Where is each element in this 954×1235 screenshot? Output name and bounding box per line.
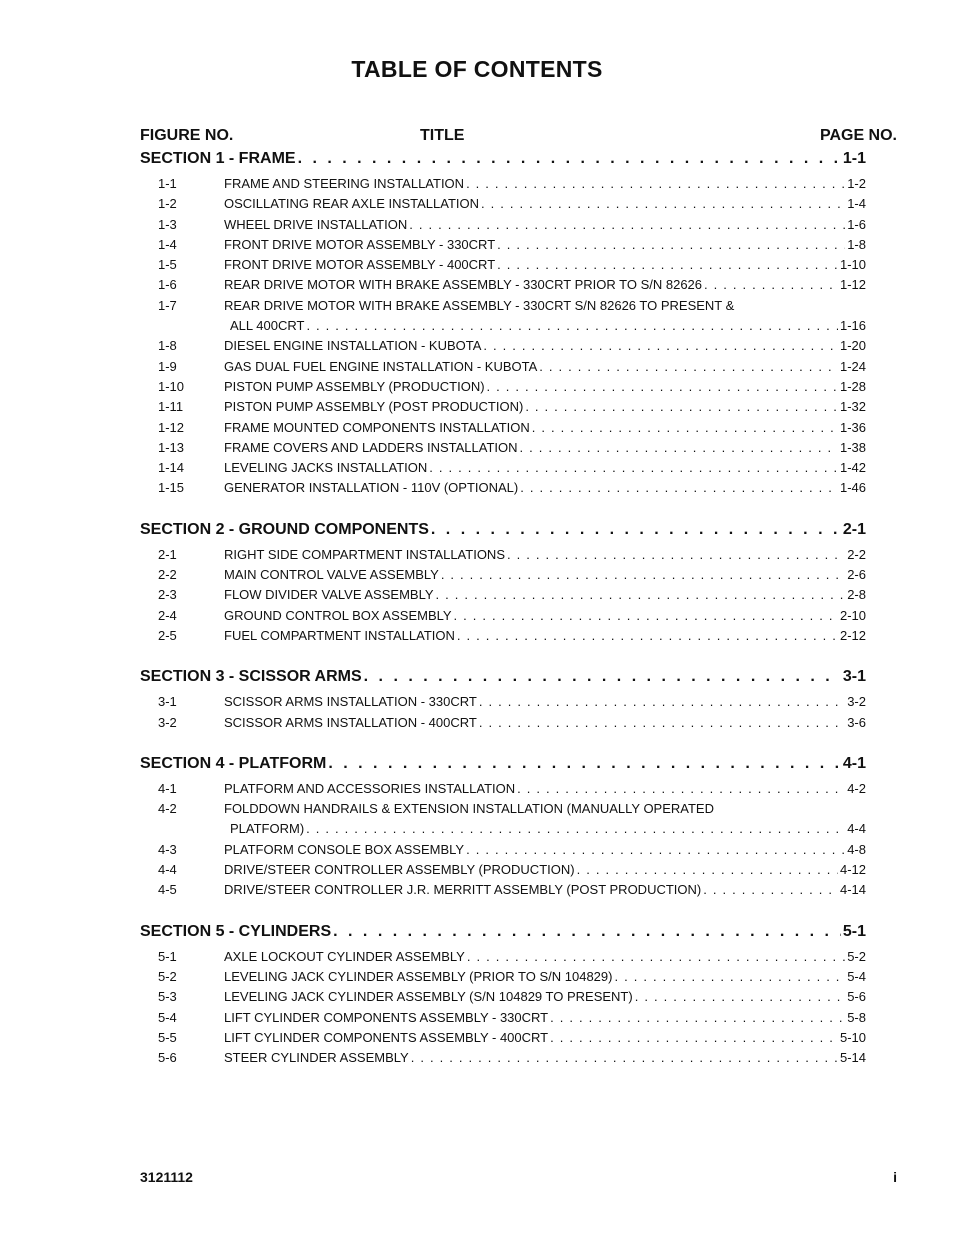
dot-leader (457, 626, 838, 646)
entry-title: LEVELING JACKS INSTALLATION (224, 460, 428, 476)
entry-title: GROUND CONTROL BOX ASSEMBLY (224, 607, 452, 623)
figure-number: 5-2 (158, 968, 177, 984)
dot-leader (454, 606, 838, 626)
entry-page: 2-10 (839, 607, 866, 623)
section-title: SECTION 2 - GROUND COMPONENTS (140, 520, 429, 538)
toc-entry[interactable] (140, 255, 866, 275)
dot-leader (429, 458, 838, 478)
entry-title: LEVELING JACK CYLINDER ASSEMBLY (PRIOR TO S/N 104829) (224, 968, 613, 984)
section-title: SECTION 4 - PLATFORM (140, 754, 327, 772)
toc-entry[interactable] (140, 987, 866, 1007)
section-title: SECTION 5 - CYLINDERS (140, 922, 332, 940)
entry-title: SCISSOR ARMS INSTALLATION - 400CRT (224, 714, 477, 730)
entry-title: STEER CYLINDER ASSEMBLY (224, 1050, 409, 1066)
toc-entry[interactable] (140, 626, 866, 646)
entry-page: 1-38 (839, 439, 866, 455)
entry-page: 1-4 (847, 196, 866, 212)
dot-leader (466, 840, 845, 860)
figure-number: 1-6 (158, 277, 177, 293)
section-page: 4-1 (842, 754, 866, 772)
toc-entry[interactable] (140, 458, 866, 478)
toc-entry[interactable] (140, 606, 866, 626)
entry-title: PLATFORM CONSOLE BOX ASSEMBLY (224, 841, 465, 857)
entry-title: GENERATOR INSTALLATION - 110V (OPTIONAL) (224, 480, 519, 496)
dot-leader (306, 819, 845, 839)
figure-number: 4-1 (158, 780, 177, 796)
entry-page: 5-2 (847, 948, 866, 964)
toc-entry[interactable] (140, 397, 866, 417)
entry-title: FRAME MOUNTED COMPONENTS INSTALLATION (224, 419, 530, 435)
section-title: SECTION 3 - SCISSOR ARMS (140, 668, 362, 686)
entry-title-continued: PLATFORM) (230, 821, 305, 837)
entry-title: AXLE LOCKOUT CYLINDER ASSEMBLY (224, 948, 465, 964)
dot-leader (328, 751, 841, 777)
dot-leader (497, 235, 845, 255)
toc-entry[interactable] (140, 296, 866, 337)
title-header: TITLE (420, 127, 465, 144)
dot-leader (520, 438, 838, 458)
toc-entry[interactable] (140, 1048, 866, 1068)
toc-section (140, 517, 866, 646)
entry-page: 1-36 (839, 419, 866, 435)
entry-page: 1-32 (839, 399, 866, 415)
toc-entry[interactable] (140, 779, 866, 799)
figure-number: 1-3 (158, 216, 177, 232)
entry-page: 1-10 (839, 257, 866, 273)
dot-leader (431, 517, 841, 543)
section-heading[interactable] (140, 146, 866, 172)
entry-title: WHEEL DRIVE INSTALLATION (224, 216, 408, 232)
toc-entry[interactable] (140, 967, 866, 987)
entry-page: 5-8 (847, 1009, 866, 1025)
figure-number: 4-2 (158, 801, 177, 817)
toc-entry[interactable] (140, 860, 866, 880)
figure-number: 2-4 (158, 607, 177, 623)
section-heading[interactable] (140, 751, 866, 777)
dot-leader (298, 146, 841, 172)
toc-entry[interactable] (140, 478, 866, 498)
entry-page: 5-10 (839, 1029, 866, 1045)
entry-title: DRIVE/STEER CONTROLLER J.R. MERRITT ASSEMBLY (POST PRODUCTION) (224, 882, 702, 898)
dot-leader (306, 316, 838, 336)
toc-entry[interactable] (140, 840, 866, 860)
section-page: 3-1 (842, 668, 866, 686)
dot-leader (520, 478, 838, 498)
entry-page: 3-6 (847, 714, 866, 730)
entry-title: OSCILLATING REAR AXLE INSTALLATION (224, 196, 480, 212)
toc-entry[interactable] (140, 174, 866, 194)
entry-page: 1-2 (847, 176, 866, 191)
entry-title: FRONT DRIVE MOTOR ASSEMBLY - 400CRT (224, 257, 496, 273)
entry-page: 1-20 (839, 338, 866, 354)
section-page: 1-1 (842, 150, 866, 167)
figure-number: 1-7 (158, 297, 177, 313)
dot-leader (487, 377, 838, 397)
dot-leader (539, 357, 838, 377)
entry-page: 1-12 (839, 277, 866, 293)
dot-leader (550, 1028, 838, 1048)
toc-entry[interactable] (140, 585, 866, 605)
section-entries (140, 174, 866, 499)
dot-leader (483, 336, 838, 356)
section-page: 2-1 (842, 520, 866, 538)
entry-page: 4-14 (839, 882, 866, 898)
dot-leader (525, 397, 838, 417)
entry-page: 2-12 (839, 627, 866, 643)
figure-number: 4-5 (158, 882, 177, 898)
figure-number: 1-4 (158, 236, 177, 252)
toc-section (140, 146, 866, 499)
toc-entry[interactable] (140, 377, 866, 397)
dot-leader (507, 545, 845, 565)
entry-page: 2-6 (847, 567, 866, 583)
entry-page: 3-2 (847, 694, 866, 710)
document-number: 3121112 (140, 1169, 193, 1185)
dot-leader (614, 967, 845, 987)
dot-leader (635, 987, 846, 1007)
section-title: SECTION 1 - FRAME (140, 150, 296, 167)
figure-number: 5-1 (158, 948, 177, 964)
figure-number: 1-1 (158, 176, 177, 191)
figure-number: 5-6 (158, 1050, 177, 1066)
figure-number: 1-2 (158, 196, 177, 212)
entry-title-continued: ALL 400CRT (230, 318, 305, 334)
figure-number: 1-8 (158, 338, 177, 354)
figure-number: 3-2 (158, 714, 177, 730)
figure-number: 2-3 (158, 587, 177, 603)
dot-leader (411, 1048, 838, 1068)
dot-leader (550, 1008, 845, 1028)
figure-number: 1-11 (158, 399, 184, 415)
section-entries (140, 947, 866, 1069)
figure-number: 5-3 (158, 989, 177, 1005)
dot-leader (441, 565, 845, 585)
figure-number: 2-5 (158, 627, 177, 643)
entry-page: 1-28 (839, 378, 866, 394)
toc-entry[interactable] (140, 275, 866, 295)
dot-leader (532, 418, 838, 438)
toc-entry[interactable] (140, 545, 866, 565)
entry-title: FRONT DRIVE MOTOR ASSEMBLY - 330CRT (224, 236, 496, 252)
entry-page: 2-8 (847, 587, 866, 603)
dot-leader (517, 779, 845, 799)
dot-leader (364, 664, 841, 690)
toc-entry[interactable] (140, 947, 866, 967)
toc-entry[interactable] (140, 565, 866, 585)
dot-leader (479, 713, 845, 733)
entry-page: 4-8 (847, 841, 866, 857)
figure-number: 2-2 (158, 567, 177, 583)
entry-title: MAIN CONTROL VALVE ASSEMBLY (224, 567, 439, 583)
entry-title: FUEL COMPARTMENT INSTALLATION (224, 627, 455, 643)
section-entries (140, 779, 866, 901)
figure-number: 3-1 (158, 694, 177, 710)
section-heading[interactable] (140, 919, 866, 945)
dot-leader (703, 880, 838, 900)
figure-number: 1-12 (158, 419, 185, 435)
entry-title: FOLDDOWN HANDRAILS & EXTENSION INSTALLATION (MANUALLY OPERATED (224, 801, 714, 817)
entry-title: RIGHT SIDE COMPARTMENT INSTALLATIONS (224, 546, 505, 562)
figure-number: 1-13 (158, 439, 185, 455)
entry-page: 1-6 (847, 216, 866, 232)
entry-title: FLOW DIVIDER VALVE ASSEMBLY (224, 587, 434, 603)
page-no-header: PAGE NO. (819, 127, 897, 144)
entry-page: 1-46 (839, 480, 866, 496)
toc-entry[interactable] (140, 692, 866, 712)
figure-number: 1-9 (158, 358, 177, 374)
section-heading[interactable] (140, 664, 866, 690)
page-number: i (893, 1169, 897, 1185)
entry-title: LEVELING JACK CYLINDER ASSEMBLY (S/N 104829 TO PRESENT) (224, 989, 633, 1005)
dot-leader (577, 860, 838, 880)
figure-number: 2-1 (158, 546, 177, 562)
entry-page: 1-24 (839, 358, 866, 374)
figure-number: 5-4 (158, 1009, 177, 1025)
figure-number: 4-3 (158, 841, 177, 857)
page-title: TABLE OF CONTENTS (351, 56, 603, 82)
entry-title: DRIVE/STEER CONTROLLER ASSEMBLY (PRODUCTION) (224, 862, 575, 878)
entry-title: FRAME COVERS AND LADDERS INSTALLATION (224, 439, 518, 455)
entry-title: PLATFORM AND ACCESSORIES INSTALLATION (224, 780, 516, 796)
toc-list (140, 146, 866, 1068)
entry-title: LIFT CYLINDER COMPONENTS ASSEMBLY - 400CRT (224, 1029, 549, 1045)
entry-page: 1-42 (839, 460, 866, 476)
entry-page: 4-12 (839, 862, 866, 878)
toc-entry[interactable] (140, 1028, 866, 1048)
entry-title: REAR DRIVE MOTOR WITH BRAKE ASSEMBLY - 330CRT PRIOR TO S/N 82626 (224, 277, 703, 293)
entry-page: 1-16 (839, 318, 866, 334)
figure-number: 5-5 (158, 1029, 177, 1045)
entry-title: PISTON PUMP ASSEMBLY (PRODUCTION) (224, 378, 485, 394)
section-page: 5-1 (842, 922, 866, 940)
toc-entry[interactable] (140, 194, 866, 214)
dot-leader (481, 194, 845, 214)
toc-entry[interactable] (140, 235, 866, 255)
dot-leader (409, 215, 845, 235)
section-entries (140, 545, 866, 646)
entry-title: REAR DRIVE MOTOR WITH BRAKE ASSEMBLY - 330CRT S/N 82626 TO PRESENT & (224, 297, 735, 313)
figure-number: 1-10 (158, 378, 185, 394)
entry-title: SCISSOR ARMS INSTALLATION - 330CRT (224, 694, 477, 710)
toc-entry[interactable] (140, 336, 866, 356)
entry-page: 5-14 (839, 1050, 866, 1066)
entry-page: 5-4 (847, 968, 866, 984)
entry-title: GAS DUAL FUEL ENGINE INSTALLATION - KUBOTA (224, 358, 538, 374)
toc-entry[interactable] (140, 357, 866, 377)
dot-leader (333, 919, 841, 945)
entry-page: 1-8 (847, 236, 866, 252)
figure-number: 1-14 (158, 460, 185, 476)
entry-page: 2-2 (847, 546, 866, 562)
figure-no-header: FIGURE NO. (140, 127, 234, 144)
figure-number: 1-15 (158, 480, 185, 496)
dot-leader (436, 585, 846, 605)
toc-entry[interactable] (140, 799, 866, 840)
entry-page: 4-4 (847, 821, 866, 837)
dot-leader (467, 947, 845, 967)
toc-entry[interactable] (140, 418, 866, 438)
dot-leader (497, 255, 838, 275)
entry-title: PISTON PUMP ASSEMBLY (POST PRODUCTION) (224, 399, 524, 415)
column-header (140, 127, 897, 147)
dot-leader (479, 692, 845, 712)
toc-section (140, 919, 866, 1069)
toc-entry[interactable] (140, 1008, 866, 1028)
entry-title: LIFT CYLINDER COMPONENTS ASSEMBLY - 330CRT (224, 1009, 549, 1025)
section-entries (140, 692, 866, 733)
figure-number: 1-5 (158, 257, 177, 273)
dot-leader (466, 174, 845, 194)
toc-entry[interactable] (140, 880, 866, 900)
entry-page: 5-6 (847, 989, 866, 1005)
toc-entry[interactable] (140, 713, 866, 733)
figure-number: 4-4 (158, 862, 177, 878)
section-heading[interactable] (140, 517, 866, 543)
toc-section (140, 751, 866, 901)
entry-page: 4-2 (847, 780, 866, 796)
entry-title: FRAME AND STEERING INSTALLATION (224, 176, 465, 191)
toc-section (140, 664, 866, 733)
toc-entry[interactable] (140, 438, 866, 458)
toc-entry[interactable] (140, 215, 866, 235)
entry-title: DIESEL ENGINE INSTALLATION - KUBOTA (224, 338, 482, 354)
dot-leader (704, 275, 838, 295)
